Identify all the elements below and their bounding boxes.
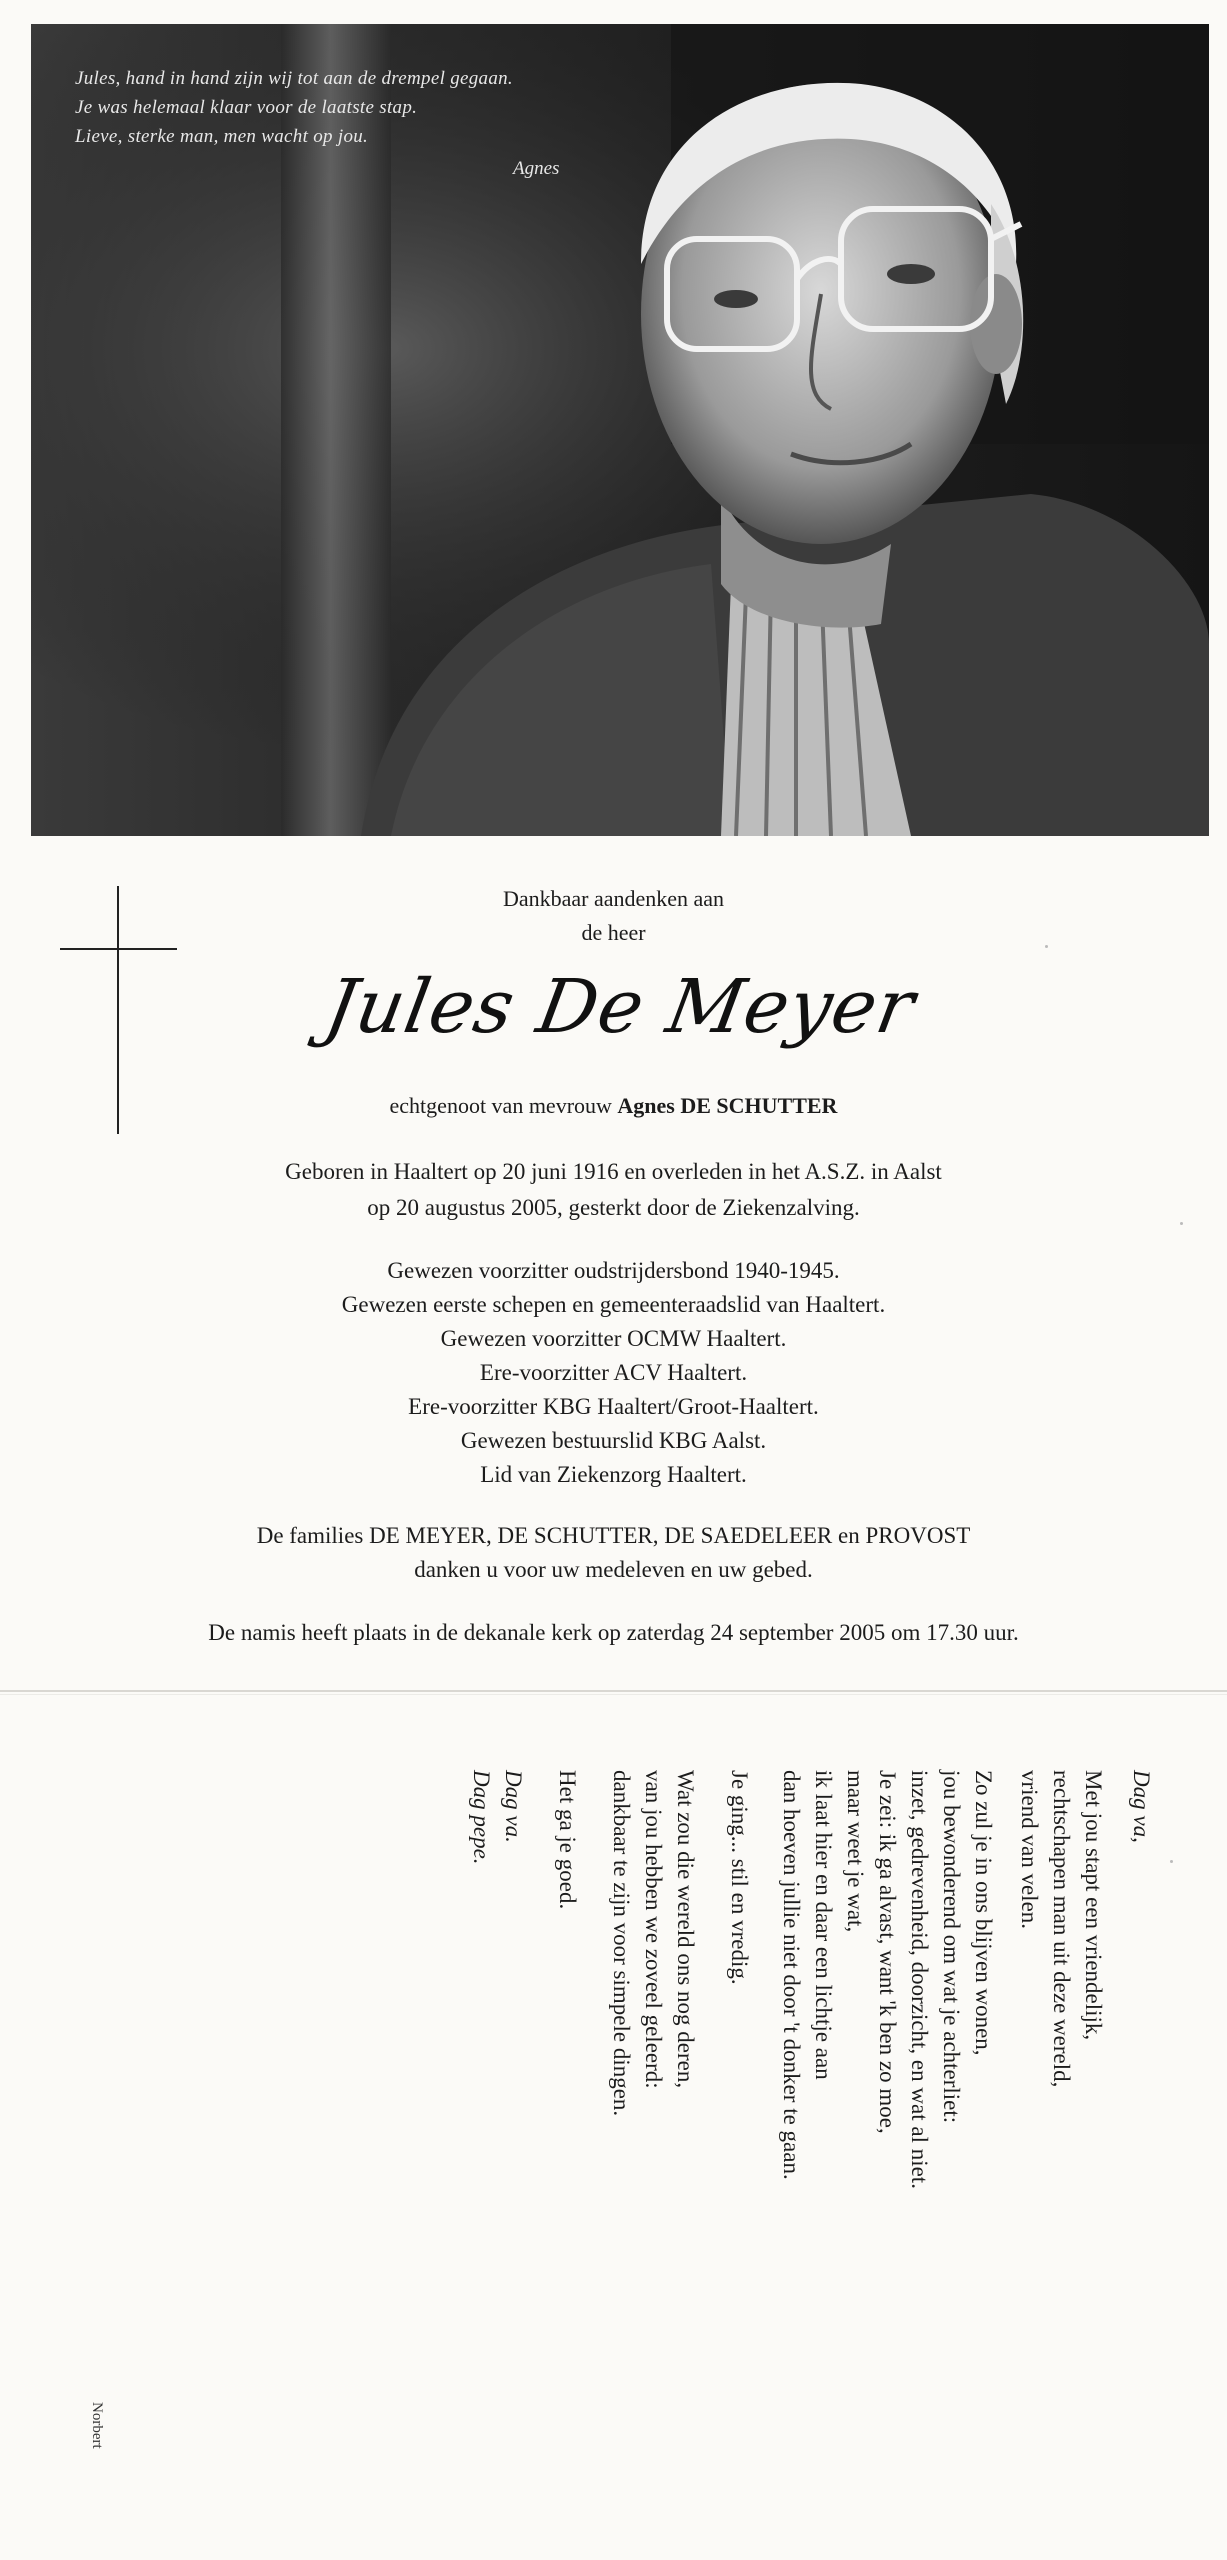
poem-line: Zo zul je in ons blijven wonen, bbox=[971, 1770, 996, 2056]
spouse-prefix: echtgenoot van mevrouw bbox=[389, 1093, 612, 1118]
families-line: De families DE MEYER, DE SCHUTTER, DE SAEDELEER en PROVOST bbox=[256, 1523, 971, 1548]
function-line: Ere-voorzitter ACV Haaltert. bbox=[479, 1360, 748, 1385]
fold-line-shadow bbox=[0, 1694, 1227, 1695]
death-date-line: op 20 augustus 2005, gesterkt door de Ziekenzalving. bbox=[367, 1195, 860, 1220]
poem-line: rechtschapen man uit deze wereld, bbox=[1049, 1770, 1074, 2088]
cross-horizontal bbox=[60, 948, 177, 950]
poem-line: inzet, gedrevenheid, doorzicht, en wat al niet. bbox=[907, 1770, 932, 2189]
poem-line: Dag va, bbox=[1129, 1770, 1154, 1843]
poem-line: Met jou stapt een vriendelijk, bbox=[1081, 1770, 1106, 2041]
function-line: Lid van Ziekenzorg Haaltert. bbox=[480, 1462, 747, 1487]
function-line: Ere-voorzitter KBG Haaltert/Groot-Haaltert. bbox=[408, 1394, 819, 1419]
poem-line: Je ging... stil en vredig. bbox=[727, 1770, 752, 1985]
photo-caption bbox=[75, 64, 513, 151]
poem-line: dankbaar te zijn voor simpele dingen. bbox=[609, 1770, 634, 2117]
caption-line: Lieve, sterke man, men wacht op jou. bbox=[75, 126, 369, 147]
portrait-photo bbox=[31, 24, 1209, 836]
dedication-line: Dankbaar aandenken aan bbox=[502, 886, 725, 911]
caption-signature: Agnes bbox=[513, 158, 560, 179]
poem-line: Wat zou die wereld ons nog deren, bbox=[673, 1770, 698, 2089]
poem-line: jou bewonderend om wat je achterliet: bbox=[939, 1770, 964, 2124]
paper-speck bbox=[1045, 945, 1048, 948]
poem-line: vriend van velen. bbox=[1017, 1770, 1042, 1930]
function-line: Gewezen eerste schepen en gemeenteraadslid van Haaltert. bbox=[341, 1292, 886, 1317]
function-line: Gewezen bestuurslid KBG Aalst. bbox=[460, 1428, 767, 1453]
deceased-name: Jules De Meyer bbox=[318, 964, 922, 1050]
poem-line: dan hoeven jullie niet door 't donker te gaan. bbox=[779, 1770, 804, 2180]
title-line: de heer bbox=[581, 920, 646, 945]
poem-line: Dag pepe. bbox=[469, 1770, 494, 1865]
poem-line: maar weet je wat, bbox=[843, 1770, 868, 1933]
poem-signature: Norbert bbox=[89, 2402, 105, 2449]
fold-line bbox=[0, 1690, 1227, 1692]
caption-line: Jules, hand in hand zijn wij tot aan de drempel gegaan. bbox=[75, 68, 513, 89]
birth-death-line: Geboren in Haaltert op 20 juni 1916 en overleden in het A.S.Z. in Aalst bbox=[285, 1159, 942, 1184]
caption-line: Je was helemaal klaar voor de laatste stap. bbox=[75, 97, 418, 118]
spouse-name: Agnes DE SCHUTTER bbox=[617, 1093, 838, 1118]
poem-line: Dag va. bbox=[501, 1770, 526, 1843]
thanks-line: danken u voor uw medeleven en uw gebed. bbox=[414, 1557, 813, 1582]
paper-speck bbox=[1170, 1860, 1173, 1863]
spouse-line bbox=[0, 1093, 1227, 1119]
paper-speck bbox=[1180, 1222, 1183, 1225]
function-line: Gewezen voorzitter oudstrijdersbond 1940-1945. bbox=[387, 1258, 840, 1283]
poem-line: van jou hebben we zoveel geleerd: bbox=[641, 1770, 666, 2089]
function-line: Gewezen voorzitter OCMW Haaltert. bbox=[440, 1326, 787, 1351]
poem-line: ik laat hier en daar een lichtje aan bbox=[811, 1770, 836, 2080]
mass-info: De namis heeft plaats in de dekanale kerk op zaterdag 24 september 2005 om 17.30 uur. bbox=[208, 1620, 1019, 1645]
poem-line: Het ga je goed. bbox=[555, 1770, 580, 1910]
poem-line: Je zei: ik ga alvast, want 'k ben zo moe, bbox=[875, 1770, 900, 2134]
